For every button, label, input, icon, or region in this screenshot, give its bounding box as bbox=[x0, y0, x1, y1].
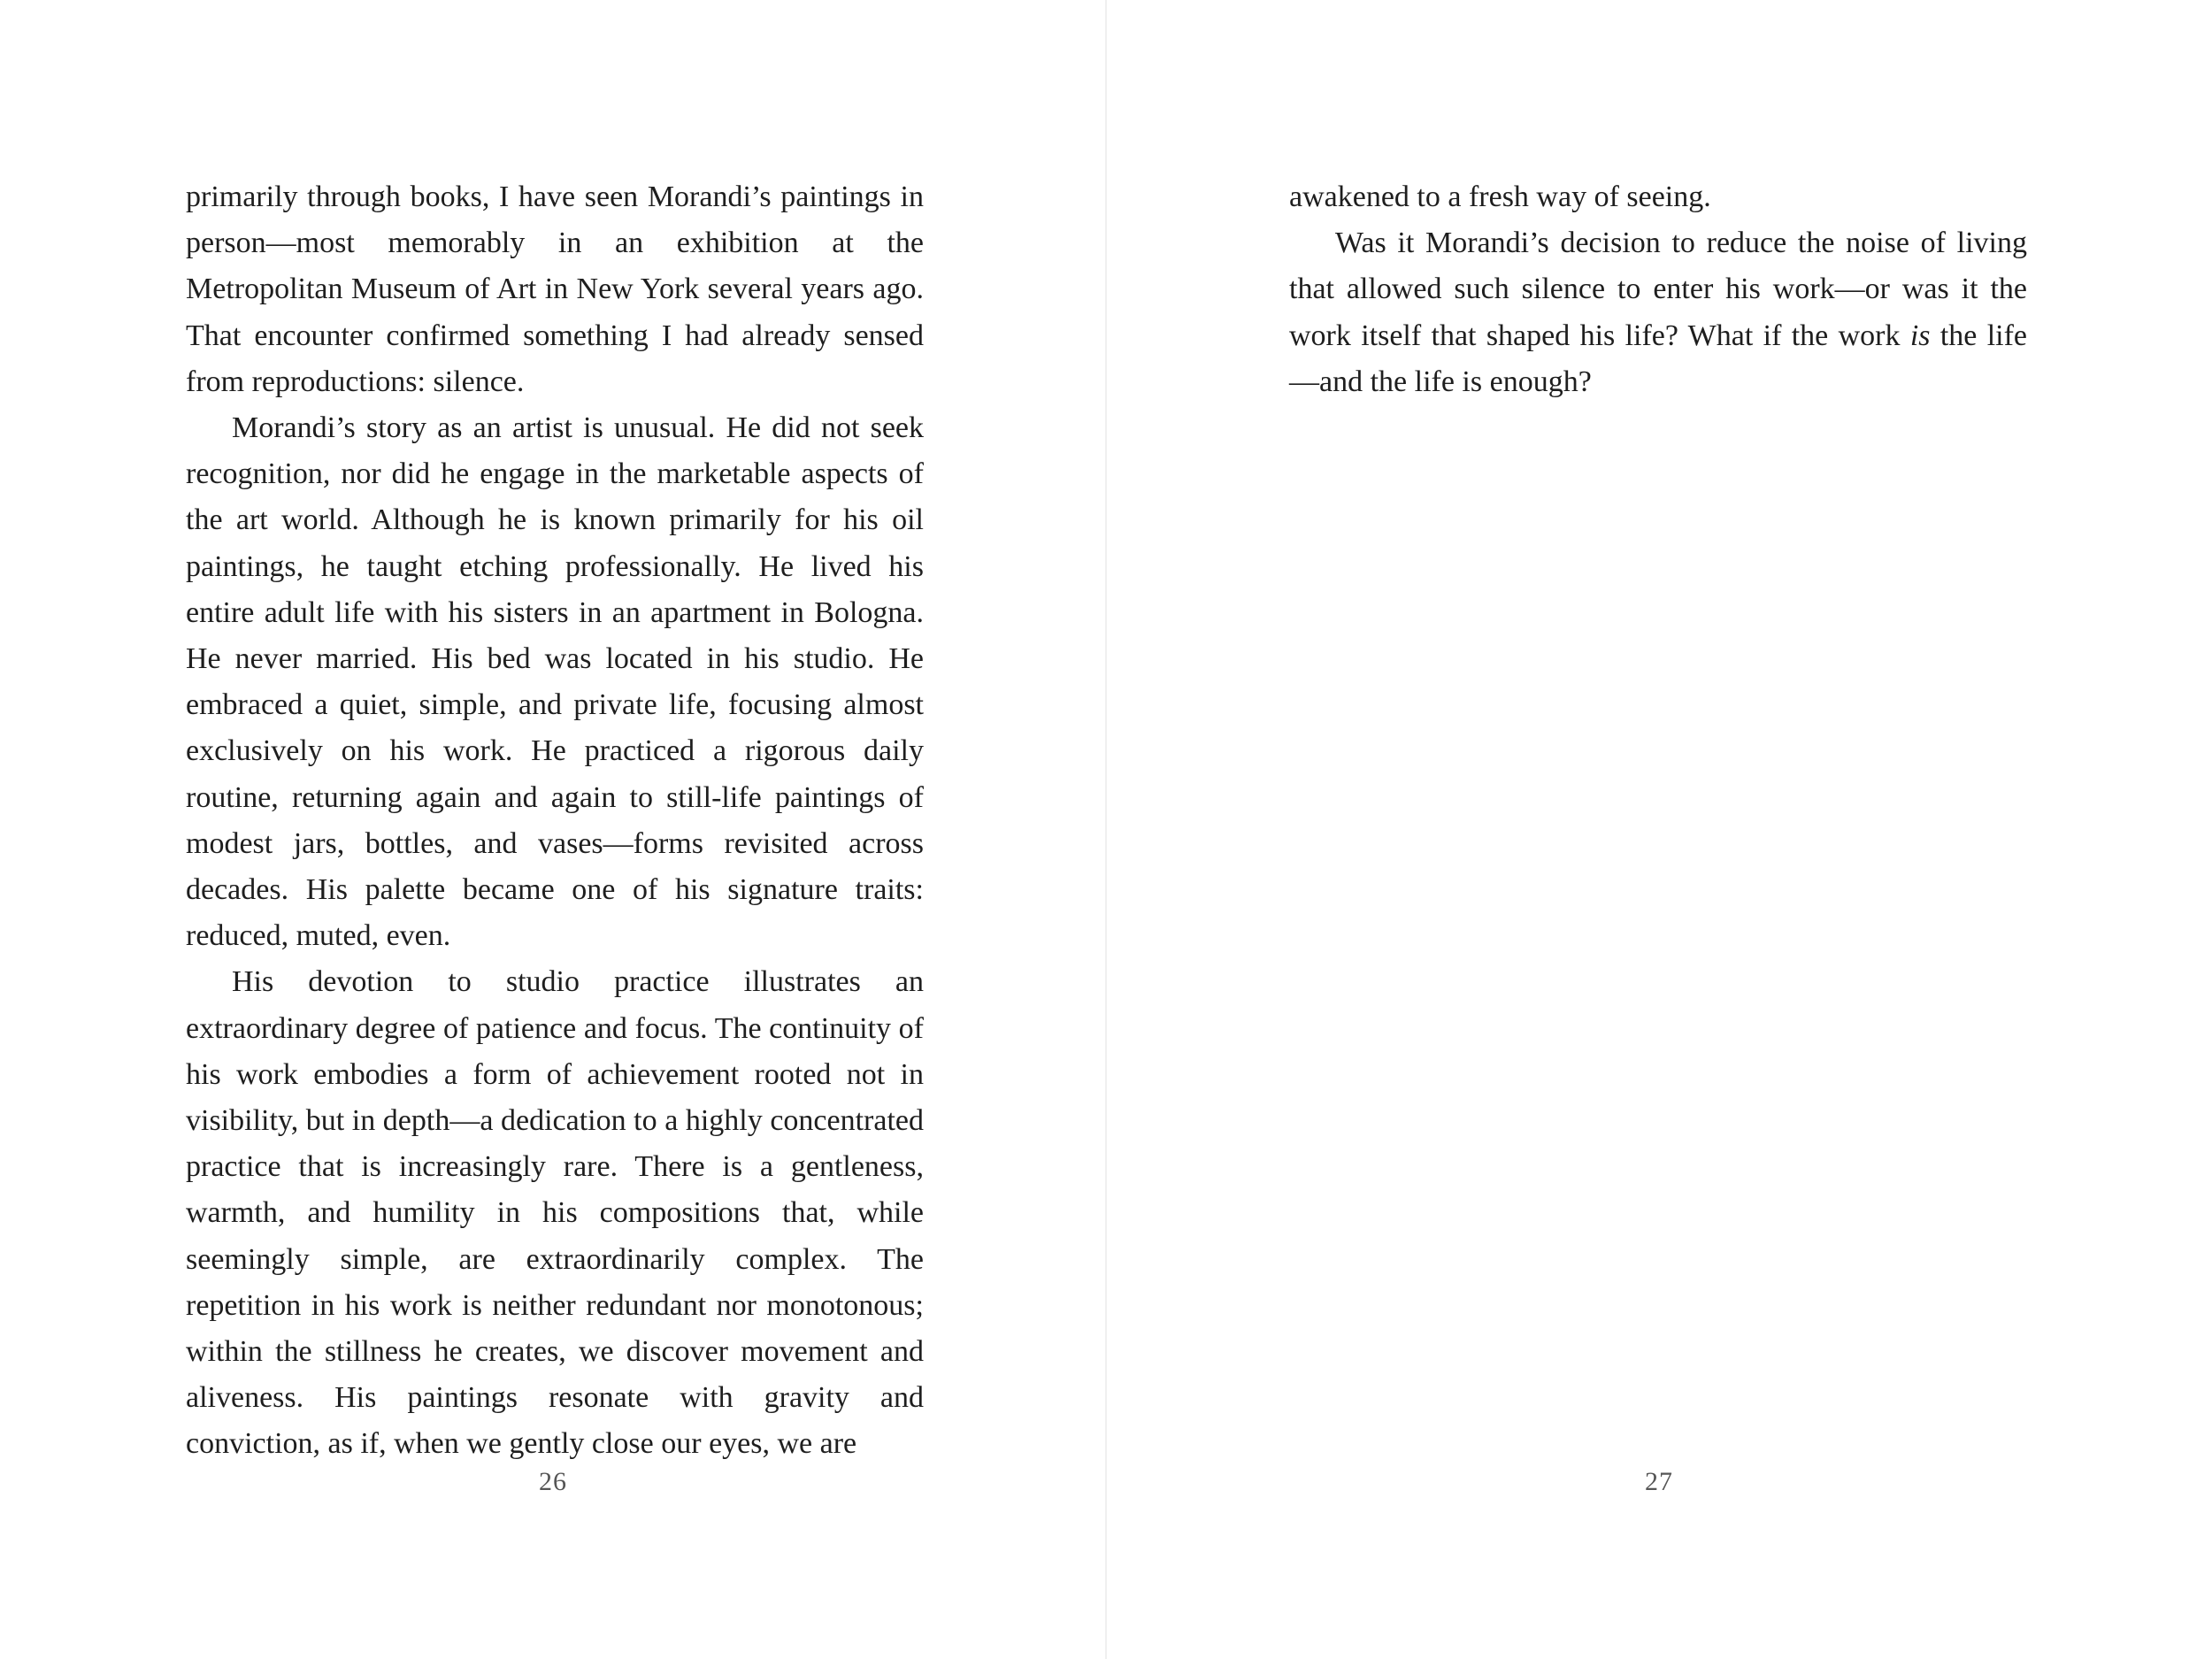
paragraph: Morandi’s story as an artist is unusual. He did not seek recognition, nor did he engage in the marketable aspects of the art world. Although he is known primarily for his oil paintings, he taught etching professionally. He lived his entire adult life with his sisters in an apartment in Bologna. He never married. His bed was located in his studio. He embraced a quiet, simple, and private life, focusing almost exclusively on his work. He practiced a rigorous daily routine, returning again and again to still-life paintings of modest jars, bottles, and vases—forms revisited across decades. His palette became one of his signature traits: reduced, muted, even. bbox=[186, 411, 924, 953]
paragraph: primarily through books, I have seen Morandi’s paintings in person—most memorably in an exhibition at the Metropolitan Museum of Art in New York several years ago. That encounter confirmed something I had already sensed from reproductions: silence. bbox=[186, 180, 924, 398]
left-page-text bbox=[186, 174, 924, 1468]
paragraph-text: Was it Morandi’s decision to reduce the noise of living that allowed such silence to enter his work—or was it the work itself that shaped his life? What if the work bbox=[1289, 227, 2027, 352]
page-number-text: 27 bbox=[1645, 1467, 1673, 1496]
paragraph: His devotion to studio practice illustrates an extraordinary degree of patience and focus. The continuity of his work embodies a form of achievement rooted not in visibility, but in depth—a dedication to a highly concentrated practice that is increasingly rare. There is a gentleness, warmth, and humility in his compositions that, while seemingly simple, are extraordinarily complex. The repetition in his work is neither redundant nor monotonous; within the stillness he creates, we discover movement and aliveness. His paintings resonate with gravity and conviction, as if, when we gently close our eyes, we are bbox=[186, 965, 924, 1461]
right-page-text bbox=[1289, 174, 2027, 405]
emphasized-word: is bbox=[1909, 319, 1931, 352]
paragraph bbox=[1289, 220, 2027, 405]
page-number bbox=[0, 1467, 1106, 1497]
page-number bbox=[1106, 1467, 2212, 1497]
right-page bbox=[1106, 0, 2212, 1659]
page-number-text: 26 bbox=[539, 1467, 567, 1496]
paragraph-text: the life—and the life is enough? bbox=[1289, 319, 2027, 398]
paragraph: awakened to a fresh way of seeing. bbox=[1289, 180, 1711, 213]
